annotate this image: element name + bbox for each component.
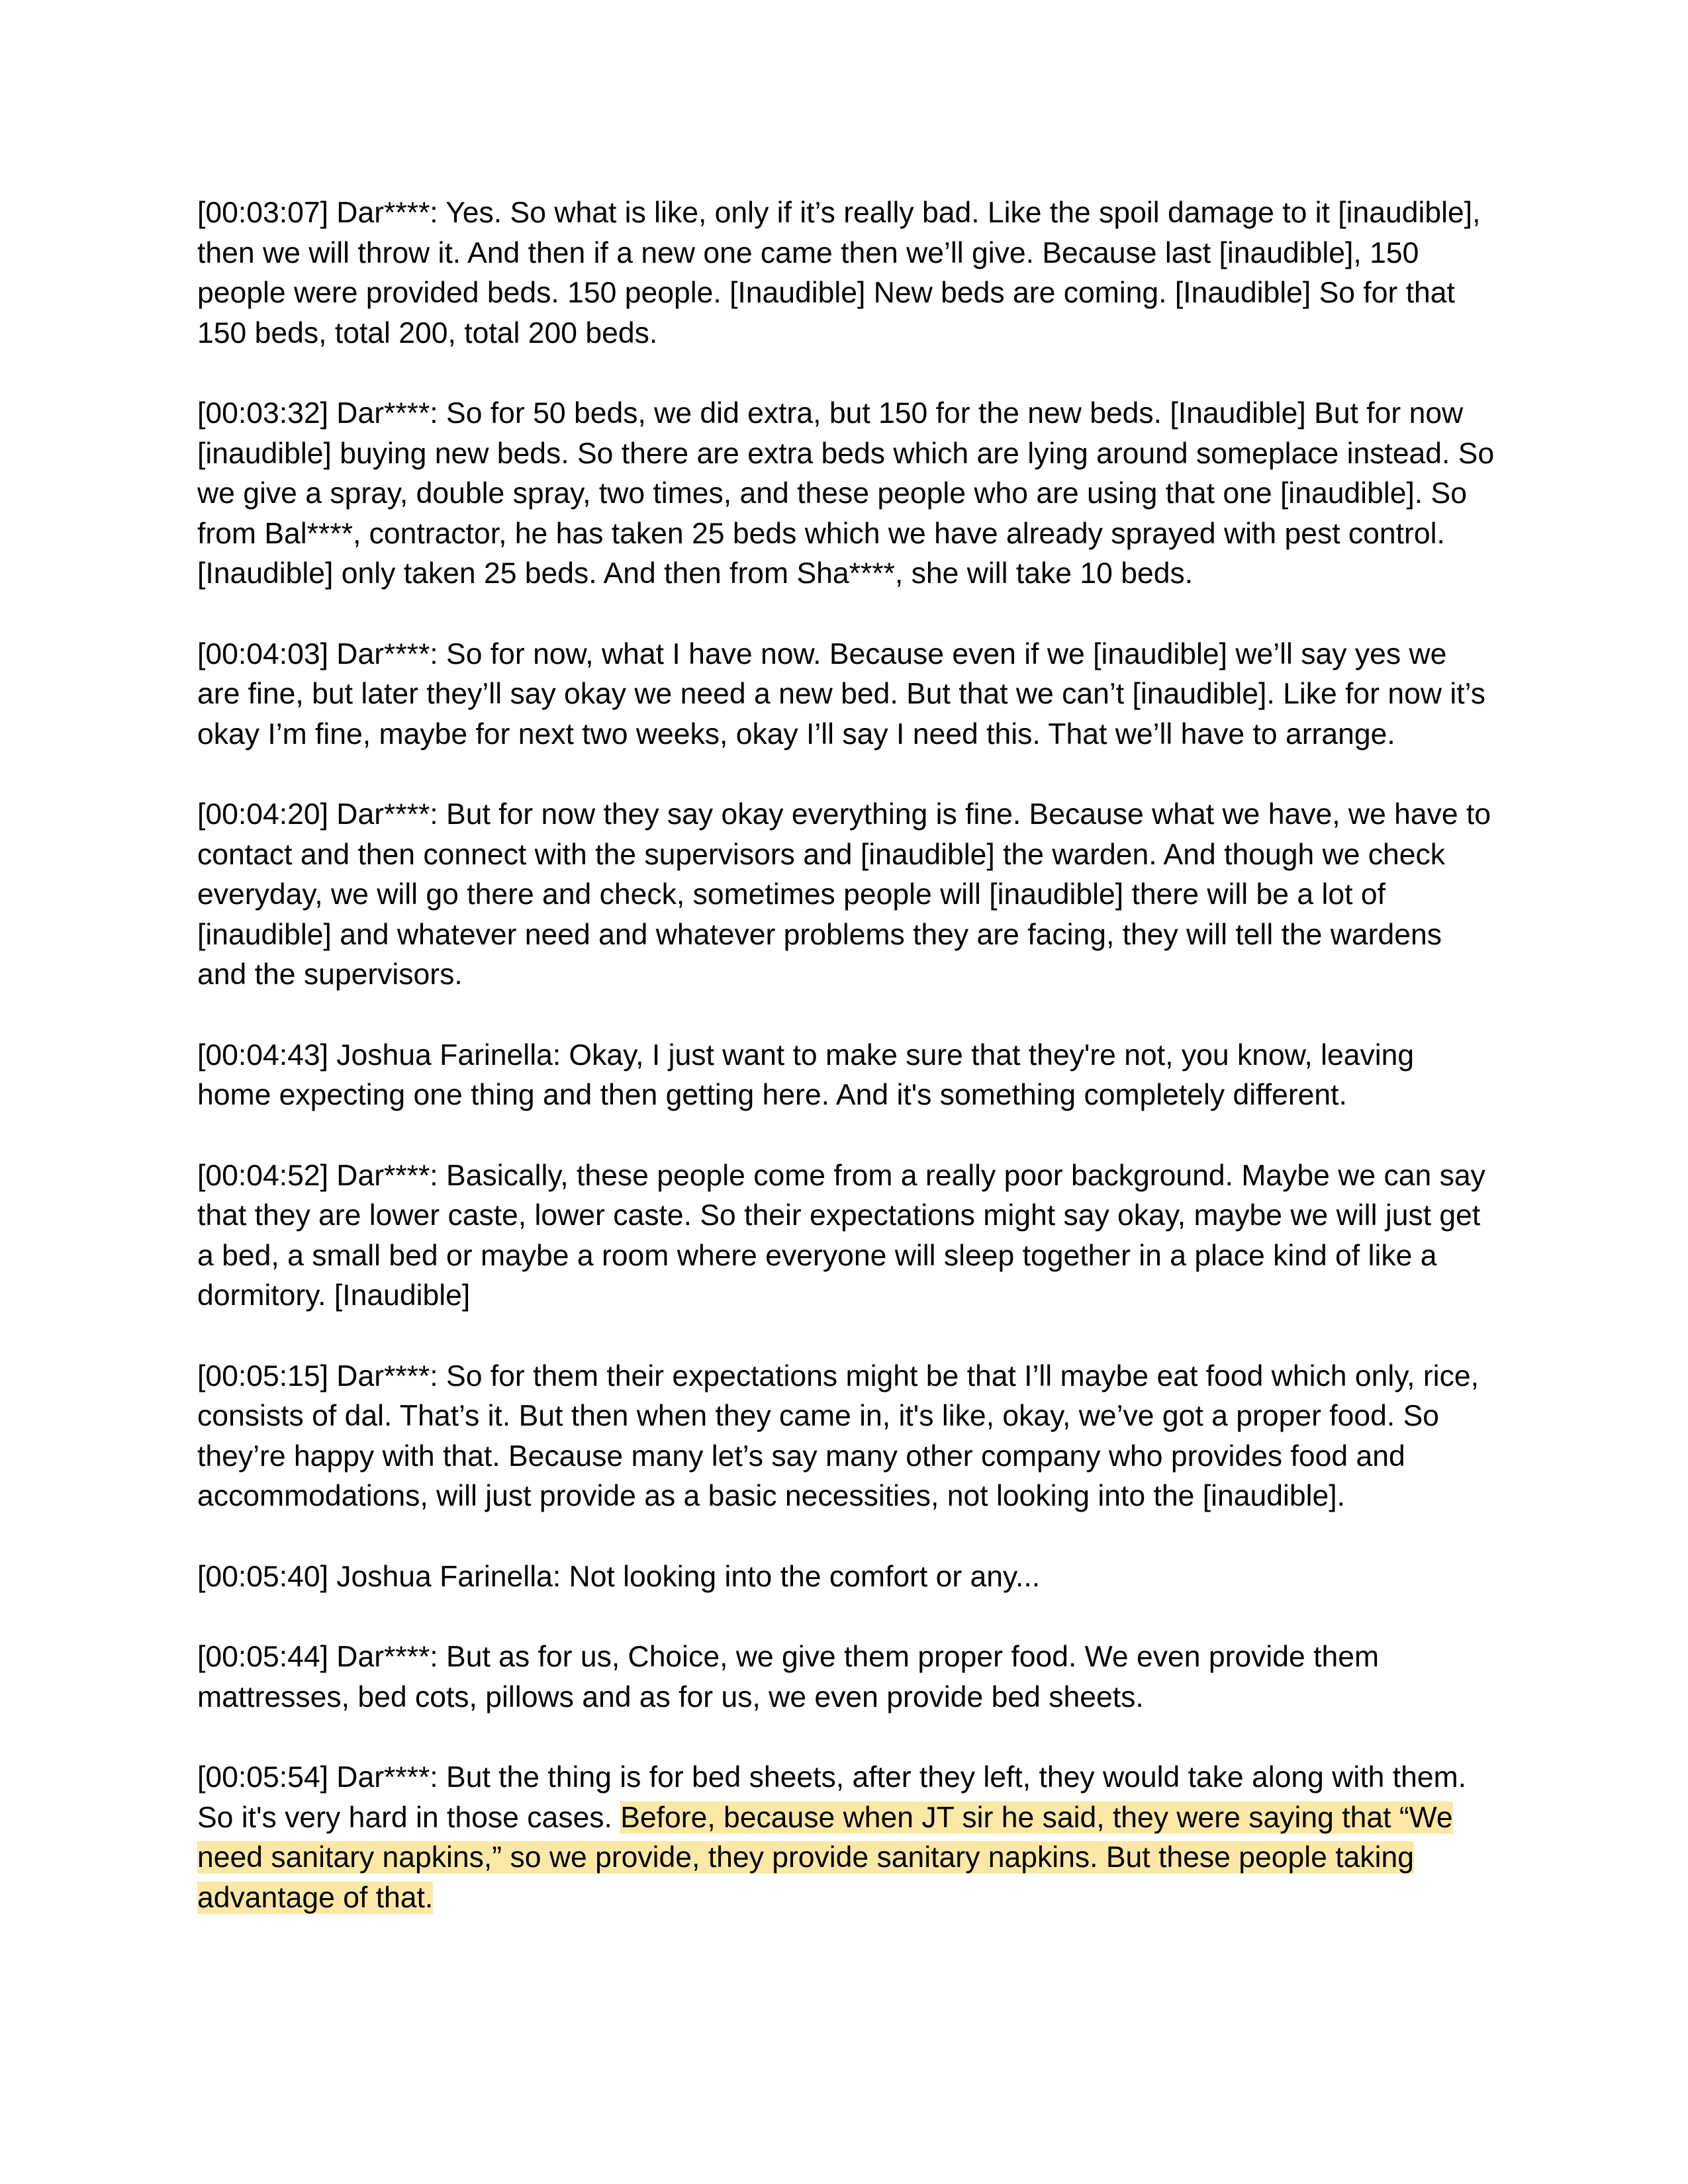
transcript-paragraph: [00:05:15] Dar****: So for them their expectations might be that I’ll maybe eat food which only, rice, consists of dal. That’s it. But then when they came in, it's like, okay, we’ve got a proper food. So they’re happy with that. Because many let’s say many other company who provides food and accommodations, will just provide as a basic necessities, not looking into the [inaudible]. bbox=[197, 1359, 1479, 1512]
transcript-page bbox=[197, 193, 1495, 1958]
paragraph-plain-text: [00:05:54] Dar****: But the thing is for bed sheets, after they left, they would take along with them. So it's very hard in those cases. bbox=[197, 1761, 1467, 1834]
transcript-paragraph: [00:05:44] Dar****: But as for us, Choice, we give them proper food. We even provide them mattresses, bed cots, pillows and as for us, we even provide bed sheets. bbox=[197, 1641, 1380, 1713]
transcript-paragraph: [00:03:07] Dar****: Yes. So what is like, only if it’s really bad. Like the spoil damage to it [inaudible], then we will throw it. And then if a new one came then we’ll give. Because last [inaudible], 150 people were provided beds. 150 people. [Inaudible] New beds are coming. [Inaudible] So for that 150 beds, total 200, total 200 beds. bbox=[197, 197, 1481, 349]
transcript-paragraph: [00:04:03] Dar****: So for now, what I have now. Because even if we [inaudible] we’ll say yes we are fine, but later they’ll say okay we need a new bed. But that we can’t [inaudible]. Like for now it’s okay I’m fine, maybe for next two weeks, okay I’ll say I need this. That we’ll have to arrange. bbox=[197, 637, 1485, 751]
transcript-paragraph: [00:04:52] Dar****: Basically, these people come from a really poor background. Maybe we can say that they are lower caste, lower caste. So their expectations might say okay, maybe we will just get a bed, a small bed or maybe a room where everyone will sleep together in a place kind of like a dormitory. [Inaudible] bbox=[197, 1159, 1485, 1312]
transcript-paragraph: [00:03:32] Dar****: So for 50 beds, we did extra, but 150 for the new beds. [Inaudible] But for now [inaudible] buying new beds. So there are extra beds which are lying around someplace instead. So we give a spray, double spray, two times, and these people who are using that one [inaudible]. So from Bal****, contractor, he has taken 25 beds which we have already sprayed with pest control. [Inaudible] only taken 25 beds. And then from Sha****, she will take 10 beds. bbox=[197, 397, 1495, 590]
transcript-paragraph: [00:05:40] Joshua Farinella: Not looking into the comfort or any... bbox=[197, 1560, 1041, 1593]
transcript-paragraph: [00:04:20] Dar****: But for now they say okay everything is fine. Because what we have, we have to contact and then connect with the supervisors and [inaudible] the warden. And though we check everyday, we will go there and check, sometimes people will [inaudible] there will be a lot of [inaudible] and whatever need and whatever problems they are facing, they will tell the wardens and the supervisors. bbox=[197, 798, 1491, 991]
transcript-paragraph-highlighted bbox=[197, 1758, 1495, 1918]
transcript-paragraph: [00:04:43] Joshua Farinella: Okay, I just want to make sure that they're not, you know, leaving home expecting one thing and then getting here. And it's something completely different. bbox=[197, 1038, 1415, 1111]
highlighted-text: Before, because when JT sir he said, they were saying that “We need sanitary napkins,” so we provide, they provide sanitary napkins. But these people taking advantage of that. bbox=[197, 1801, 1453, 1914]
